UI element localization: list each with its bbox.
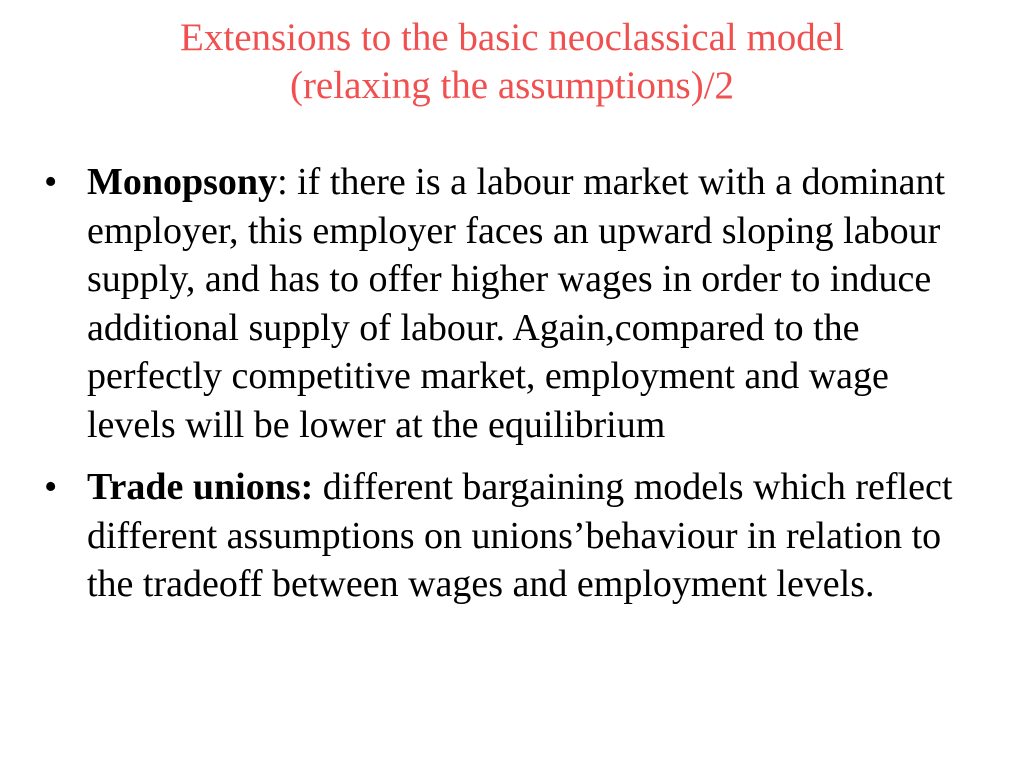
bullet-term-monopsony: Monopsony <box>87 161 278 203</box>
bullet-dot-icon: • <box>44 161 58 203</box>
bullet-item-monopsony <box>44 158 964 449</box>
slide-title-line-2: (relaxing the assumptions)/2 <box>289 64 735 107</box>
slide-title <box>40 14 984 110</box>
bullet-item-trade-unions <box>44 463 964 609</box>
slide-title-line-1: Extensions to the basic neoclassical model <box>180 16 844 59</box>
bullet-text-trade-unions: different bargaining models which reflect different assumptions on unions’behaviour in relation to the tradeoff between wages and employment levels. <box>87 466 953 605</box>
bullet-dot-icon: • <box>44 466 58 508</box>
bullet-term-trade-unions: Trade unions: <box>87 466 314 508</box>
bullet-list <box>44 158 964 623</box>
bullet-text-monopsony: : if there is a labour market with a dominant employer, this employer faces an upward sloping labour supply, and has to offer higher wages in order to induce additional supply of labour. Again,compared to the perfectly competitive market, employment and wage levels will be lower at the equilibrium <box>87 161 946 446</box>
